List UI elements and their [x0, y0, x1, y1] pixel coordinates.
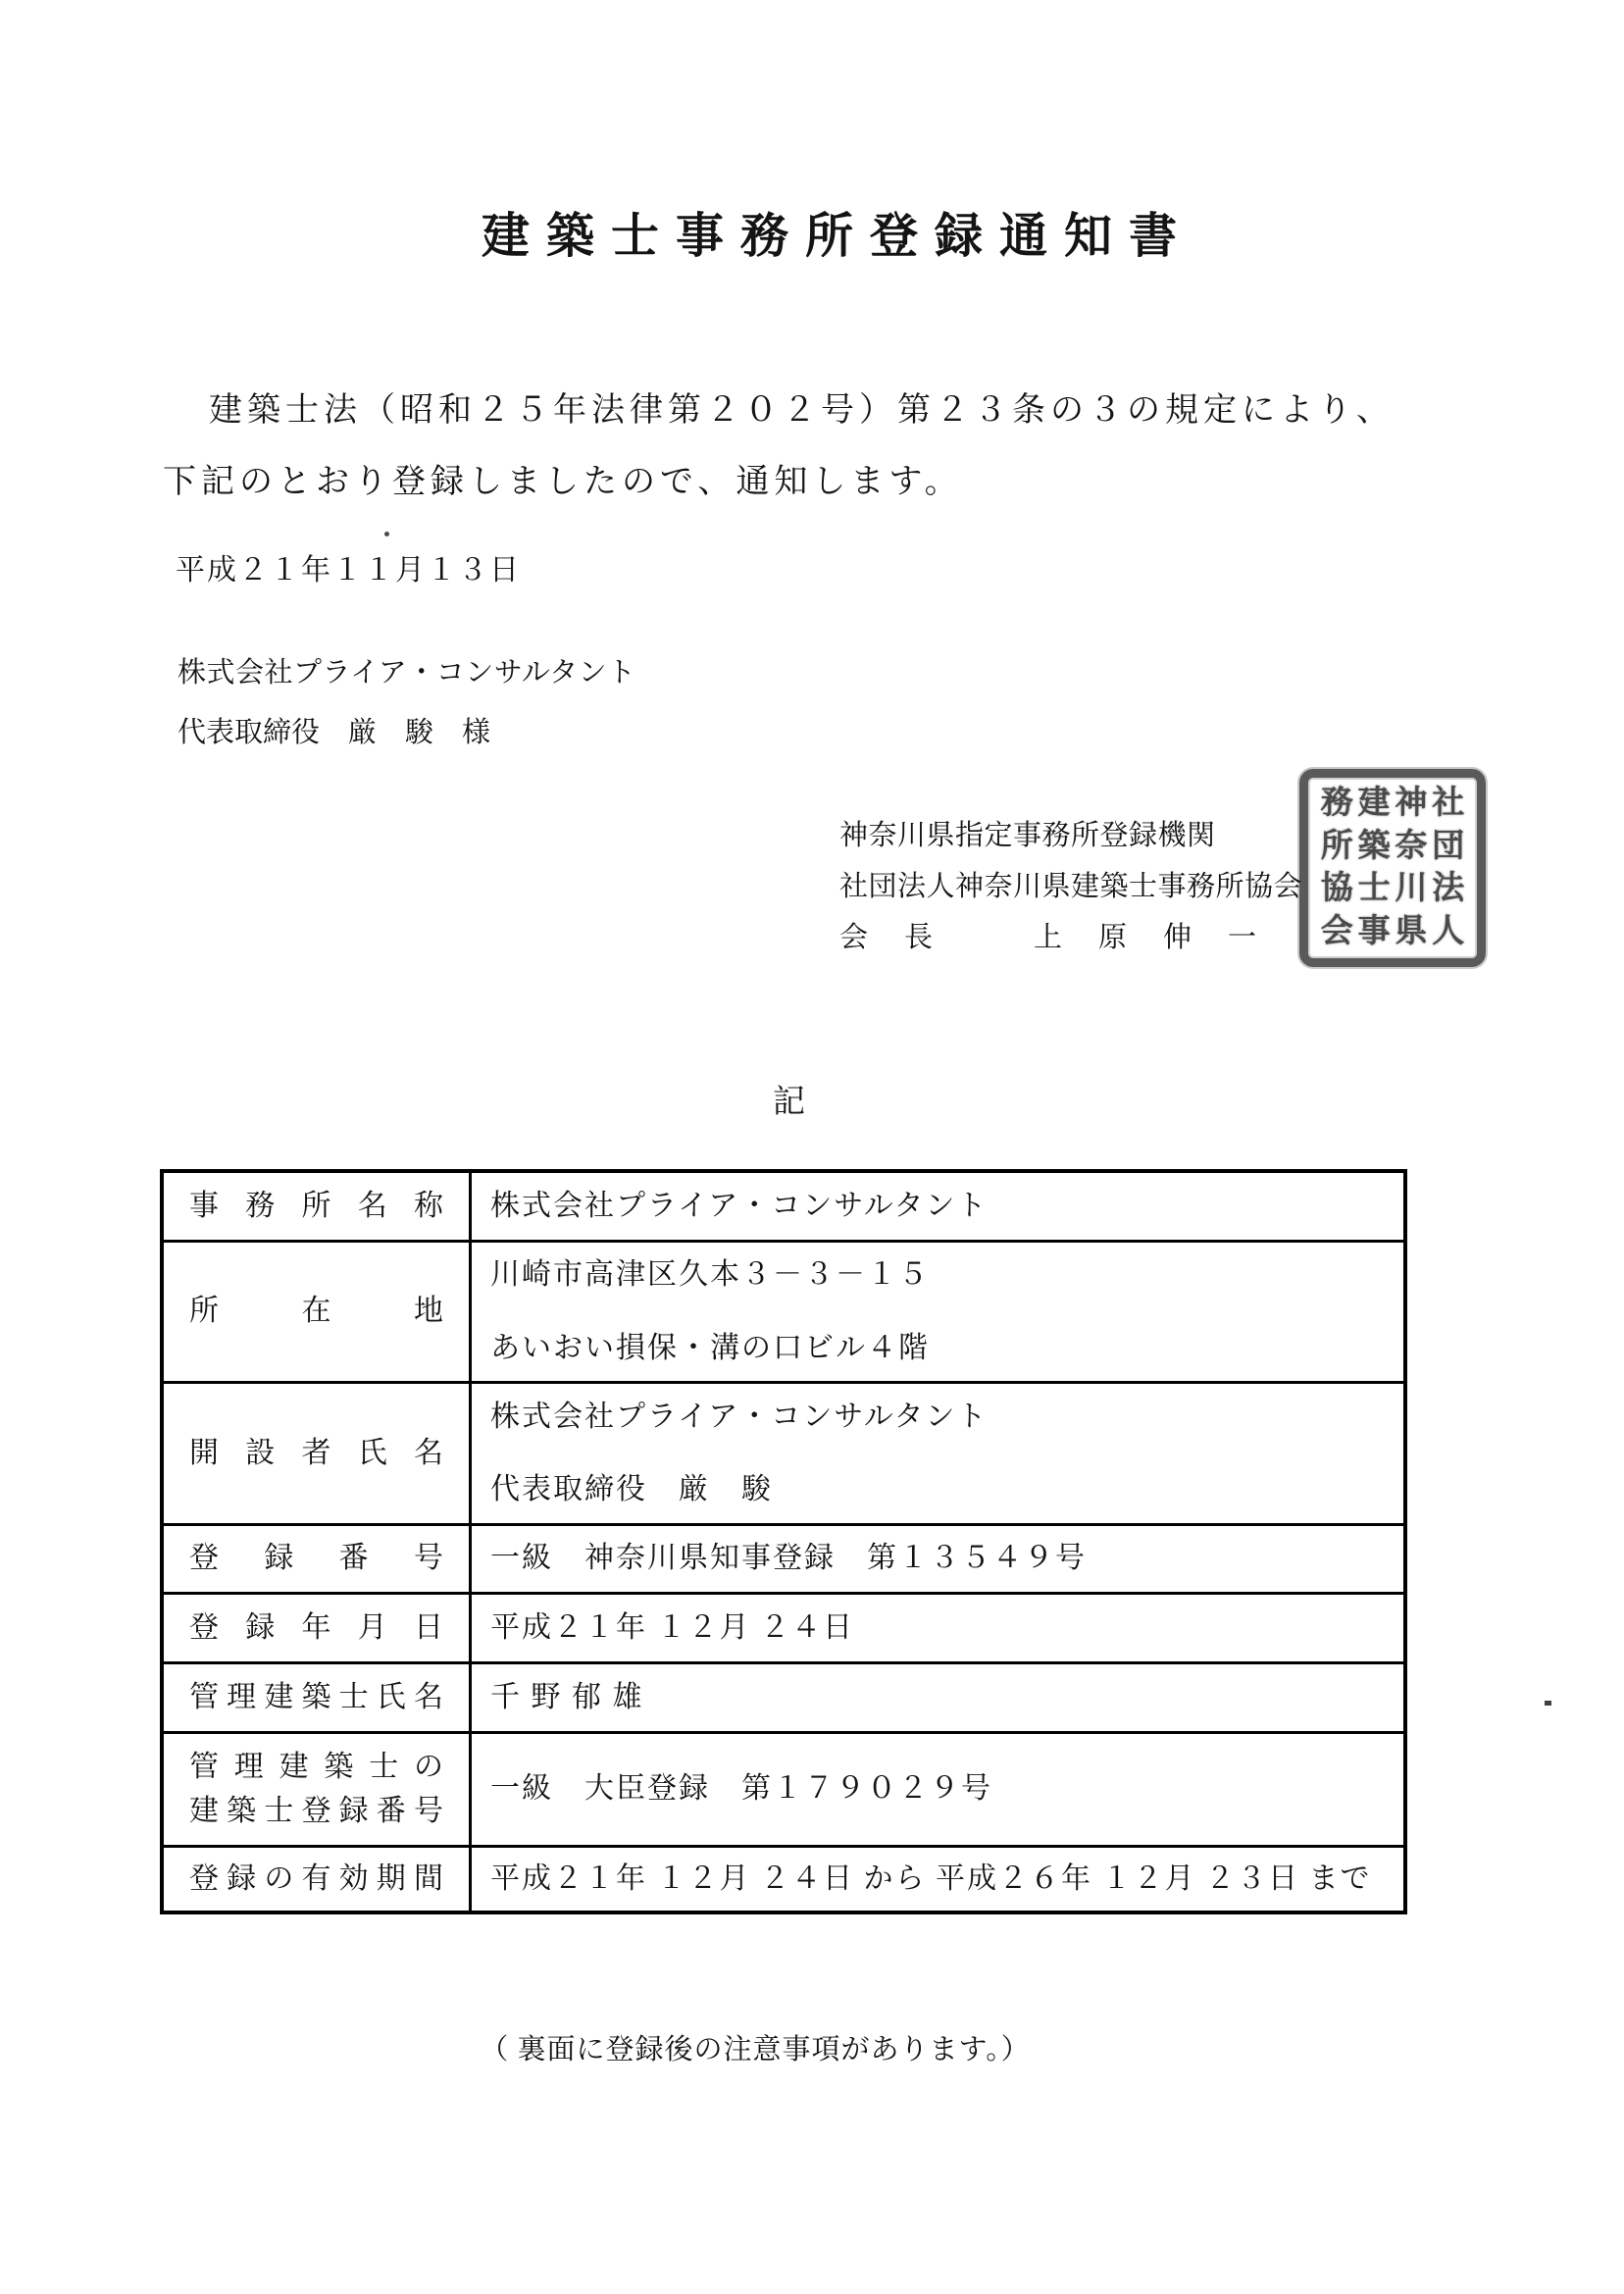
label-character: 称 [414, 1189, 443, 1222]
label-character: 有 [301, 1861, 331, 1895]
label-text [189, 1862, 443, 1897]
value-text: あいおい損保・溝の口ビル４階 [490, 1331, 930, 1364]
label-text [189, 1795, 443, 1829]
seal-character: 奈 [1395, 828, 1428, 864]
label-character: 理 [227, 1680, 257, 1713]
value-text: 平成２１年 １２月 ２４日 から 平成２６年 １２月 ２３日 まで [490, 1861, 1372, 1895]
label-character: 氏 [357, 1436, 387, 1469]
label-character: 士 [338, 1680, 369, 1713]
seal-character: 法 [1432, 871, 1465, 907]
issuer-block [839, 810, 1302, 963]
value-text: 平成２１年 １２月 ２４日 [490, 1610, 854, 1644]
value-text: 一級 大臣登録 第１７９０２９号 [490, 1772, 992, 1806]
table-row [164, 1523, 1403, 1592]
label-character: 効 [338, 1861, 369, 1895]
value-text: 株式会社プライア・コンサルタント [490, 1189, 989, 1222]
row-label [164, 1664, 472, 1731]
row-value [472, 1664, 1403, 1731]
label-character: 理 [233, 1751, 264, 1783]
seal-character: 県 [1395, 913, 1428, 949]
seal-character: 建 [1357, 786, 1391, 821]
issuer-organization: 神奈川県指定事務所登録機関 [839, 820, 1216, 851]
row-label [164, 1595, 472, 1661]
scan-speck-icon [1545, 1701, 1551, 1706]
label-character: 在 [301, 1295, 331, 1328]
registration-table [160, 1169, 1407, 1914]
label-character: 登 [189, 1610, 219, 1644]
seal-character: 務 [1320, 786, 1353, 821]
row-value [472, 1595, 1403, 1661]
table-row [164, 1731, 1403, 1845]
document-title: 建築士事務所登録通知書 [481, 209, 1193, 263]
label-character: 建 [264, 1680, 294, 1713]
label-character: 番 [376, 1794, 406, 1827]
label-character: の [413, 1751, 443, 1783]
seal-character: 社 [1432, 786, 1465, 821]
row-value [472, 1384, 1403, 1523]
row-label [164, 1243, 472, 1381]
addressee-person: 代表取締役 厳 駿 様 [178, 717, 491, 748]
row-value [472, 1243, 1403, 1381]
row-label [164, 1384, 472, 1523]
table-row [164, 1661, 1403, 1731]
seal-character: 神 [1395, 786, 1428, 821]
issuer-association: 社団法人神奈川県建築士事務所協会 [839, 871, 1303, 902]
label-text [189, 1681, 443, 1715]
seal-character: 所 [1320, 828, 1353, 864]
table-row [164, 1381, 1403, 1523]
label-character: 録 [338, 1794, 369, 1827]
label-character: 所 [189, 1295, 219, 1328]
label-character: 者 [301, 1436, 331, 1469]
label-character: 名 [413, 1680, 443, 1713]
value-text: 代表取締役 厳 駿 [490, 1473, 773, 1505]
label-text [189, 1437, 443, 1471]
label-character: 築 [301, 1680, 331, 1713]
table-row [164, 1173, 1403, 1240]
body-paragraph [163, 375, 1447, 518]
label-character: 建 [279, 1751, 309, 1783]
label-character: 管 [189, 1680, 219, 1713]
label-text [189, 1611, 443, 1646]
seal-character: 事 [1357, 913, 1391, 949]
label-character: 録 [264, 1542, 294, 1575]
issuer-chairman: 会 長 上 原 伸 一 [839, 922, 1261, 953]
value-text: 株式会社プライア・コンサルタント [490, 1400, 989, 1433]
label-character: の [264, 1861, 294, 1895]
value-text: 一級 神奈川県知事登録 第１３５４９号 [490, 1542, 1087, 1575]
label-character: 登 [301, 1794, 331, 1827]
seal-column [1358, 788, 1391, 948]
label-character: 録 [245, 1610, 276, 1644]
value-text: 千 野 郁 雄 [490, 1680, 644, 1713]
row-value [472, 1734, 1403, 1845]
seal-character: 士 [1357, 871, 1391, 907]
label-character: 氏 [376, 1680, 406, 1713]
row-value [472, 1848, 1403, 1911]
row-label [164, 1848, 472, 1911]
label-character: 録 [227, 1861, 257, 1895]
seal-character: 川 [1395, 871, 1428, 907]
label-character: 務 [245, 1189, 276, 1222]
label-character: 建 [189, 1794, 219, 1827]
label-character: 期 [376, 1861, 406, 1895]
label-character: 設 [245, 1436, 276, 1469]
label-character: 号 [413, 1794, 443, 1827]
seal-character: 協 [1320, 871, 1353, 907]
label-character: 築 [324, 1751, 354, 1783]
label-character: 士 [369, 1751, 399, 1783]
label-text [189, 1295, 443, 1329]
row-value [472, 1173, 1403, 1240]
table-row [164, 1845, 1403, 1911]
label-character: 開 [189, 1436, 219, 1469]
issue-date: 平成２１年１１月１３日 [176, 554, 521, 586]
label-character: 管 [189, 1751, 219, 1783]
addressee-company: 株式会社プライア・コンサルタント [178, 657, 636, 688]
seal-column [1395, 788, 1427, 948]
label-text [189, 1751, 443, 1785]
value-text: 川崎市高津区久本３－３－１５ [490, 1258, 930, 1291]
association-seal-icon [1299, 769, 1486, 967]
label-character: 日 [414, 1610, 443, 1644]
label-character: 士 [264, 1794, 294, 1827]
seal-character: 団 [1432, 828, 1465, 864]
body-line-1: 建築士法（昭和２５年法律第２０２号）第２３条の３の規定により、 [209, 392, 1395, 429]
label-character: 月 [357, 1610, 387, 1644]
label-character: 登 [189, 1861, 219, 1895]
label-character: 名 [357, 1189, 387, 1222]
scan-speck-icon [384, 532, 389, 536]
label-character: 地 [414, 1295, 443, 1328]
row-label [164, 1173, 472, 1240]
label-character: 名 [414, 1436, 443, 1469]
row-label [164, 1734, 472, 1845]
seal-character: 会 [1320, 913, 1353, 949]
body-line-2: 下記のとおり登録しましたので、通知します。 [163, 464, 963, 500]
label-character: 年 [301, 1610, 331, 1644]
table-row [164, 1240, 1403, 1381]
footer-note: （ 裏面に登録後の注意事項があります。） [480, 2034, 1031, 2065]
label-character: 番 [338, 1542, 369, 1575]
label-character: 間 [413, 1861, 443, 1895]
record-marker: 記 [773, 1085, 805, 1120]
label-text [189, 1542, 443, 1576]
seal-character: 人 [1432, 913, 1465, 949]
label-character: 築 [227, 1794, 257, 1827]
label-character: 所 [301, 1189, 331, 1222]
label-character: 登 [189, 1542, 219, 1575]
label-text [189, 1190, 443, 1224]
label-character: 事 [189, 1189, 219, 1222]
seal-column [1432, 788, 1464, 948]
row-value [472, 1526, 1403, 1592]
label-character: 号 [413, 1542, 443, 1575]
seal-character: 築 [1357, 828, 1391, 864]
row-label [164, 1526, 472, 1592]
seal-column [1321, 788, 1353, 948]
table-row [164, 1592, 1403, 1661]
